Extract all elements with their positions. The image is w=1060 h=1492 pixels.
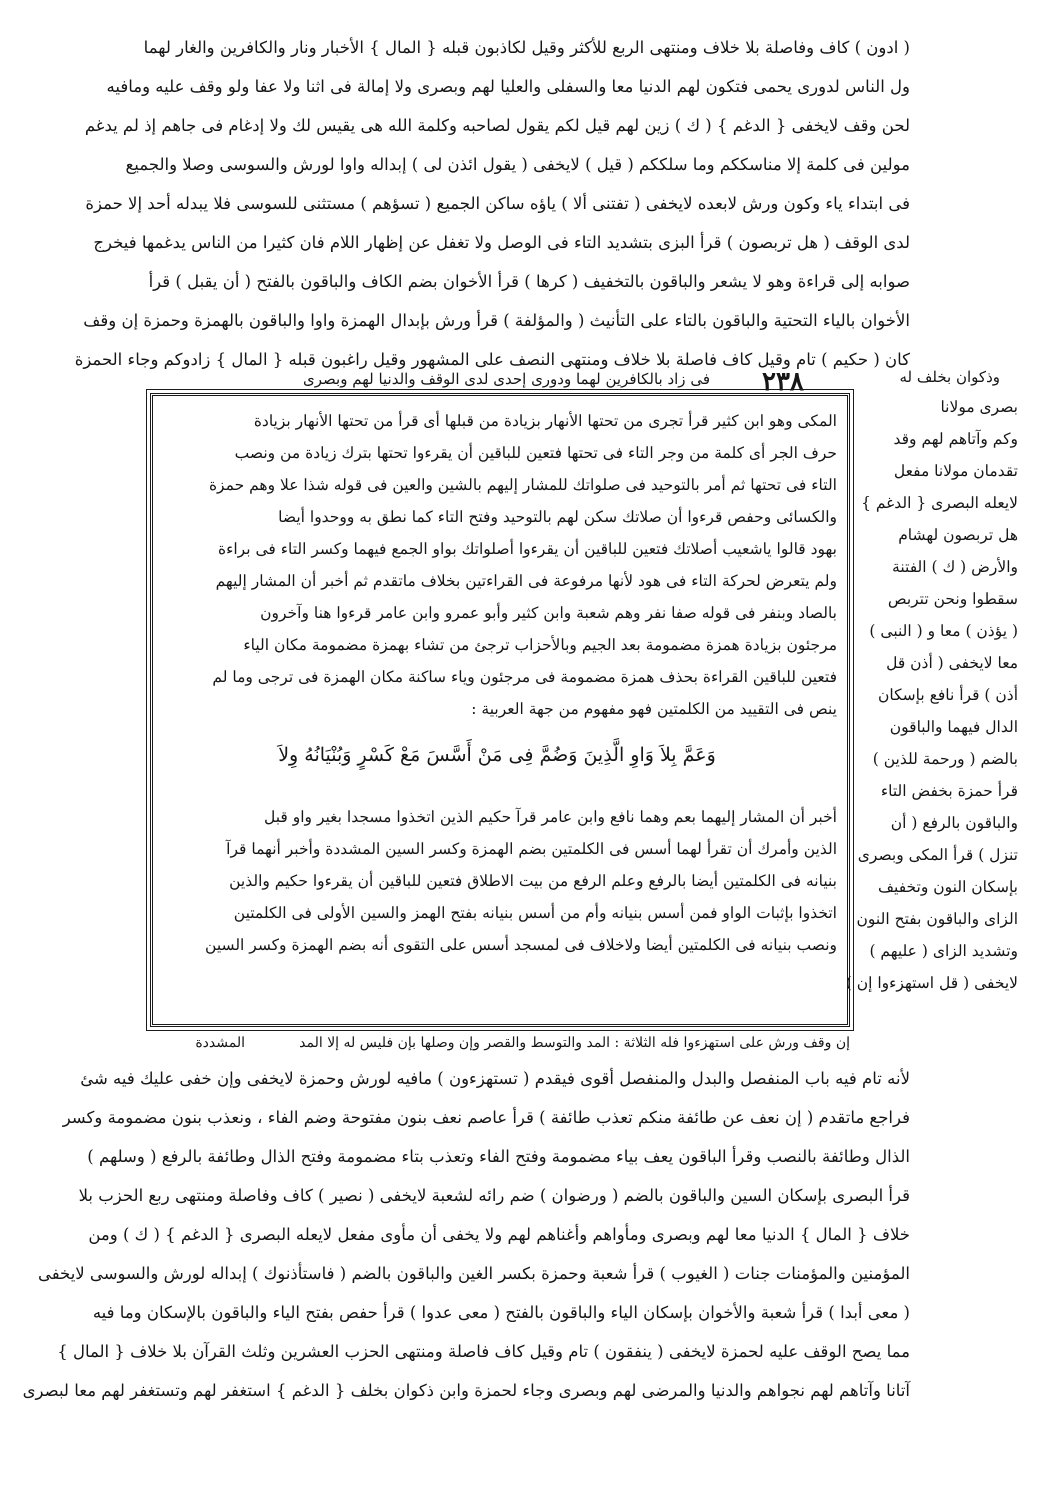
commentary-line: بهود قالوا ياشعيب أصلاتك فتعين للباقين أن يقرءوا أصلواتك بواو الجمع فيهما وكسر التاء فى براءة bbox=[217, 540, 837, 558]
commentary-line: ينص فى التقييد من الكلمتين فهو مفهوم من جهة العربية : bbox=[471, 700, 837, 718]
commentary-line: الذين وأمرك أن تقرأ لهما أسس فى الكلمتين بضم الهمزة وكسر السين المشددة وأخبر أنهما قرآ bbox=[226, 840, 837, 858]
verse-line: وَعَمَّ بِلاَ وَاوِ الَّذِينَ وَضُمَّ فِى مَنْ أَسَّسَ مَعْ كَسْرٍ وَبُنْيَانُهُ وِلاَ bbox=[278, 744, 716, 766]
text-line: آتانا وآتاهم لهم نجواهم والدنيا والمرضى لهم وبصرى وجاء لحمزة وابن ذكوان بخلف { الدغم } استغفر لهم وتستغفر لهم معا لبصرى bbox=[22, 1381, 910, 1400]
side-line: بالضم ( ورحمة للذين ) bbox=[872, 750, 1018, 768]
text-line: قرأ البصرى بإسكان السين والباقون بالضم ( ورضوان ) ضم رائه لشعبة لايخفى ( نصير ) كاف وفاصلة ومنتهى ربع الحزب بلا bbox=[78, 1186, 910, 1205]
text-line: الذال وطائفة بالنصب وقرأ الباقون يعف بياء مضمومة وفتح الفاء وتعذب بتاء مضمومة وفتح الذال وطائفة بالرفع ( وسلهم ) bbox=[87, 1147, 910, 1166]
side-line: لايخفى ( قل استهزءوا إن ) bbox=[845, 974, 1018, 992]
side-line: والباقون بالرفع ( أن bbox=[890, 814, 1018, 832]
text-line: كان ( حكيم ) تام وقيل كاف فاصلة بلا خلاف ومنتهى النصف على المشهور وقيل راغبون قبله { المال } زادوكم وجاء الحمزة bbox=[74, 350, 910, 369]
side-line: الزاى والباقون بفتح النون bbox=[856, 910, 1018, 928]
side-line: قرأ حمزة بخفض التاء bbox=[880, 782, 1018, 800]
text-line: مولين فى كلمة إلا مناسككم وما سلككم ( قيل ) لايخفى ( يقول ائذن لى ) إبداله واوا لورش والسوسى وصلا والجميع bbox=[125, 155, 910, 174]
side-line: تقدمان مولانا مفعل bbox=[893, 462, 1018, 480]
text-line: خلاف { المال } الدنيا معا لهم وبصرى ومأواهم وأغناهم لهم ولا يخفى أن مأوى مفعل لايعله البصرى { الدغم } ( ك ) ومن bbox=[88, 1225, 910, 1244]
commentary-line: ونصب بنيانه فى الكلمتين أيضا ولاخلاف فى لمسجد أسس على التقوى أنه بضم الهمزة وكسر السين bbox=[205, 936, 837, 954]
side-line: وتشديد الزاى ( عليهم ) bbox=[869, 942, 1018, 960]
side-line: أذن ) قرأ نافع بإسكان bbox=[878, 686, 1018, 704]
text-line: فراجع ماتقدم ( إن نعف عن طائفة منكم تعذب طائفة ) قرأ عاصم نعف بنون مفتوحة وضم الفاء ، ونعذب بنون مضمومة وكسر bbox=[62, 1108, 910, 1127]
side-line: لايعله البصرى { الدغم } bbox=[861, 494, 1018, 512]
side-line: والأرض ( ك ) الفتنة bbox=[892, 558, 1018, 576]
side-line: وكم وآتاهم لهم وقد bbox=[893, 430, 1018, 448]
text-line: ( معى أبدا ) قرأ شعبة والأخوان بإسكان الياء والباقون بالفتح ( معى عدوا ) قرأ حفص بفتح الياء والباقون بالإسكان وما فيه bbox=[92, 1303, 910, 1322]
commentary-line: التاء فى تحتها ثم أمر بالتوحيد فى صلواتك للمشار إليهم بالشين والعين فى قوله شذا علا وهم حمزة bbox=[208, 476, 837, 494]
commentary-line: ولم يتعرض لحركة التاء فى هود لأنها مرفوعة فى القراءتين بخلاف ماتقدم ثم أخبر أن المشار إليهم bbox=[215, 572, 837, 590]
commentary-line: اتخذوا بإثبات الواو فمن أسس بنيانه وأم من أسس بنيانه بفتح الهمز والسين الأولى فى الكلمتين bbox=[233, 904, 837, 922]
text-line: لدى الوقف ( هل تربصون ) قرأ البزى بتشديد التاء فى الوصل ولا تغفل عن إظهار اللام فان كثيرا من الناس يدغمها فيخرج bbox=[93, 233, 910, 252]
side-line: ( يؤذن ) معا و ( النبى ) bbox=[869, 622, 1018, 640]
reference-line: فى زاد بالكافرين لهما ودورى إحدى لدى الوقف والدنيا لهم وبصرى bbox=[303, 370, 710, 388]
side-line: معا لايخفى ( أذن قل bbox=[886, 654, 1018, 672]
text-line: ( ادون ) كاف وفاصلة بلا خلاف ومنتهى الربع للأكثر وقيل لكاذبون قبله { المال } الأخبار ونار والكافرين والغار لهما bbox=[143, 38, 910, 57]
reference-line-right: وذكوان بخلف له bbox=[899, 368, 1000, 386]
text-line: مما يصح الوقف عليه لحمزة لايخفى ( ينفقون ) تام وقيل كاف فاصلة ومنتهى الحزب العشرين وثلث القرآن بلا خلاف { المال } bbox=[57, 1342, 910, 1361]
text-line: المؤمنين والمؤمنات جنات ( الغيوب ) قرأ شعبة وحمزة بكسر الغين والباقون بالضم ( فاستأذنوك ) إبداله لورش والسوسى لايخفى bbox=[37, 1264, 910, 1283]
text-line: فى ابتداء ياء وكون ورش لابعده لايخفى ( تفتنى ألا ) ياؤه ساكن الجميع ( تسؤهم ) مستثنى للسوسى فلا يبدله أحد إلا حمزة bbox=[85, 194, 910, 213]
text-line: الأخوان بالياء التحتية والباقون بالتاء على التأنيث ( والمؤلفة ) قرأ ورش بإبدال الهمزة واوا والباقون بالهمزة وحمزة إن وقف bbox=[83, 311, 910, 330]
text-line: لحن وقف لايخفى { الدغم } ( ك ) زين لهم قيل لكم يقول لصاحبه وكلمة الله هى يقيس لك ولا إدغام فى جاهم إذ لم يدغم bbox=[84, 116, 910, 135]
side-line: تنزل ) قرأ المكى وبصرى bbox=[857, 846, 1018, 864]
commentary-line: بنيانه فى الكلمتين أيضا بالرفع وعلم الرفع من بيت الاطلاق فتعين للباقين أن يقرءوا حكيم والذين bbox=[229, 872, 837, 890]
page-number: ٢٣٨ bbox=[762, 367, 804, 397]
side-line: الدال فيهما والباقون bbox=[889, 718, 1018, 736]
commentary-line: مرجئون بزيادة همزة مضمومة بعد الجيم وبالأحزاب ترجئ من تشاء بهمزة مضمومة مكان الياء bbox=[243, 636, 837, 654]
commentary-line: بالصاد وبنفر فى قوله صفا نفر وهم شعبة وابن كثير وأبو عمرو وابن عامر قرءوا هنا وآخرون bbox=[260, 604, 837, 622]
side-line: بصرى مولانا bbox=[940, 398, 1018, 416]
commentary-line: والكسائى وحفص قرءوا أن صلاتك سكن لهم بالتوحيد وفتح التاء كما نطق به ووحدوا أيضا bbox=[278, 508, 837, 526]
side-line: هل تربصون لهشام bbox=[898, 526, 1018, 544]
commentary-box bbox=[150, 393, 850, 1027]
side-line: سقطوا ونحن تتربص bbox=[887, 590, 1018, 608]
text-line: صوابه إلى قراءة وهو لا يشعر والباقون بالتخفيف ( كرها ) قرأ الأخوان بضم الكاف والباقون بالفتح ( أن يقبل ) قرأ bbox=[148, 272, 910, 291]
trail-right: المشددة bbox=[195, 1035, 245, 1051]
commentary-line: فتعين للباقين القراءة بحذف همزة مضمومة فى مرجئون وياء ساكنة مكان الهمزة فى ترجى وما لم bbox=[212, 668, 837, 686]
commentary-line: المكى وهو ابن كثير قرأ تجرى من تحتها الأنهار بزيادة من قبلها أى قرأ من تحتها الأنهار بزيادة bbox=[253, 412, 837, 430]
trail-line: إن وقف ورش على استهزءوا فله الثلاثة : المد والتوسط والقصر وإن وصلها بإن فليس له إلا المد bbox=[299, 1035, 850, 1051]
text-line: ول الناس لدورى يحمى فتكون لهم الدنيا معا والسفلى والعليا لهم وبصرى ولا إمالة فى اثنا ولا عفا ولو وقف عليه ومافيه bbox=[106, 77, 910, 96]
text-line: لأنه تام فيه باب المنفصل والبدل والمنفصل أقوى فيقدم ( تستهزءون ) مافيه لورش وحمزة لايخفى وإن خفى عليك فيه شئ bbox=[80, 1069, 910, 1088]
commentary-line: حرف الجر أى كلمة من وجر التاء فى تحتها فتعين للباقين أن يقرءوا تحتها بترك زيادة من ونصب bbox=[234, 444, 837, 462]
side-line: بإسكان النون وتخفيف bbox=[877, 878, 1018, 896]
commentary-line: أخبر أن المشار إليهما بعم وهما نافع وابن عامر قرآ حكيم الذين اتخذوا مسجدا بغير واو قبل bbox=[263, 808, 837, 826]
